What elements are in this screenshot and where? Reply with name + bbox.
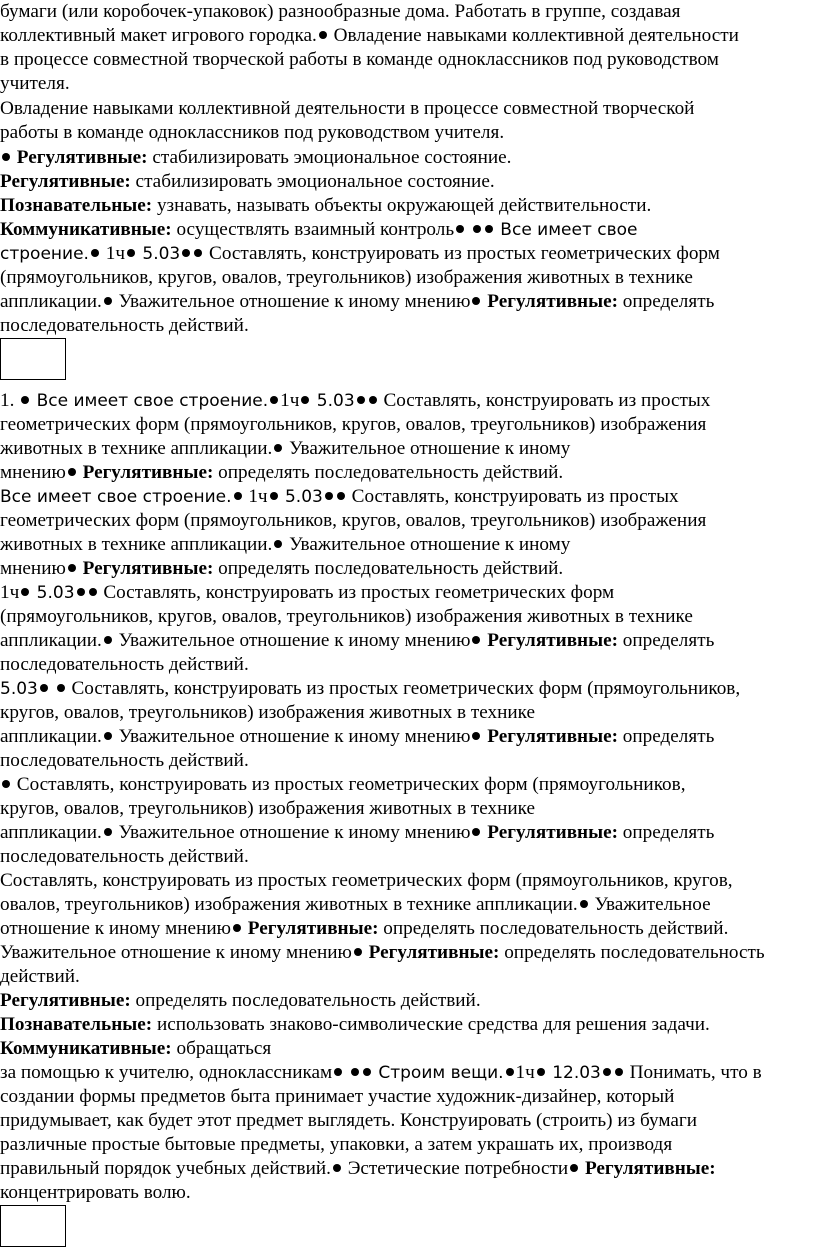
bullet-icon: [104, 297, 112, 305]
bullet-icon: [104, 732, 112, 740]
text-line: [0, 485, 679, 509]
text-run: животных в технике аппликации.: [0, 534, 273, 555]
text-run: 1ч: [243, 486, 268, 507]
bullet-icon: [570, 1164, 578, 1172]
text-line: [0, 1037, 271, 1061]
bullet-icon: [274, 540, 282, 548]
text-run: определять: [618, 726, 715, 747]
text-line: [0, 653, 249, 677]
bullet-icon: [91, 249, 99, 257]
text-run: 1ч: [280, 390, 300, 411]
text-run: Составлять, конструировать из простых геометрических форм: [204, 243, 720, 264]
bullet-icon: [233, 924, 241, 932]
text-line: [0, 170, 495, 194]
text-line: [0, 1157, 716, 1181]
bold-label: Регулятивные:: [77, 558, 214, 579]
text-run: отношение к иному мнению: [0, 918, 231, 939]
text-run: обращаться: [171, 1038, 272, 1059]
text-run: Уважительное отношение к иному мнению: [113, 630, 471, 651]
text-run: Все имеет свое строение.: [0, 487, 232, 507]
text-run: строение.: [0, 244, 89, 264]
text-line: [0, 0, 680, 24]
bullet-icon: [270, 492, 278, 500]
bullet-icon: [485, 225, 493, 233]
bold-label: Регулятивные:: [482, 630, 618, 651]
text-line: [0, 677, 740, 701]
text-run: 1ч: [0, 582, 20, 603]
text-run: аппликации.: [0, 726, 102, 747]
bullet-icon: [127, 249, 135, 257]
bullet-icon: [603, 1068, 611, 1076]
text-line: [0, 845, 249, 869]
text-run: последовательность действий.: [0, 750, 249, 771]
text-run: аппликации.: [0, 291, 102, 312]
text-run: последовательность действий.: [0, 654, 249, 675]
text-run: 5.03: [31, 583, 75, 603]
text-run: (прямоугольников, кругов, овалов, треугольников) изображения животных в технике: [0, 606, 693, 627]
bullet-icon: [351, 1068, 359, 1076]
text-run: Уважительное отношение к иному: [284, 438, 571, 459]
bullet-icon: [104, 636, 112, 644]
bullet-icon: [334, 1068, 342, 1076]
text-run: 5.03: [279, 487, 323, 507]
text-line: [0, 1013, 710, 1037]
text-line: [0, 48, 719, 72]
text-line: [0, 533, 570, 557]
text-run: Уважительное отношение к иному: [284, 534, 571, 555]
text-run: последовательность действий.: [0, 846, 249, 867]
bullet-icon: [2, 153, 10, 161]
bullet-icon: [68, 468, 76, 476]
bullet-icon: [21, 396, 29, 404]
text-run: (прямоугольников, кругов, овалов, треугольников) изображения животных в технике: [0, 267, 693, 288]
text-line: [0, 797, 535, 821]
bullet-icon: [77, 588, 85, 596]
text-run: [344, 1062, 349, 1083]
text-run: последовательность действий.: [0, 315, 249, 336]
text-run: Составлять, конструировать из простых геометрических форм (прямоугольников,: [66, 678, 741, 699]
text-run: Овладение навыками коллективной деятельности: [328, 25, 739, 46]
text-run: аппликации.: [0, 630, 102, 651]
text-run: создании формы предметов быта принимает участие художник-дизайнер, который: [0, 1086, 675, 1107]
text-run: Все имеет свое: [494, 220, 638, 240]
text-line: [0, 509, 706, 533]
text-run: Все имеет свое строение.: [31, 391, 269, 411]
text-run: 1ч: [100, 243, 125, 264]
text-run: стабилизировать эмоциональное состояние.: [130, 171, 495, 192]
text-line: [0, 97, 694, 121]
text-run: использовать знаково-символические средства для решения задачи.: [152, 1014, 710, 1035]
text-run: 1ч: [515, 1062, 535, 1083]
text-run: определять последовательность действий.: [213, 558, 564, 579]
bullet-icon: [473, 225, 481, 233]
bullet-icon: [354, 948, 362, 956]
bold-label: Регулятивные:: [363, 942, 500, 963]
bold-label: Регулятивные:: [580, 1158, 716, 1179]
bullet-icon: [301, 396, 309, 404]
text-run: работы в команде одноклассников под руководством учителя.: [0, 122, 505, 143]
bold-label: Регулятивные:: [242, 918, 379, 939]
bullet-icon: [456, 225, 464, 233]
bold-label: Регулятивные:: [482, 726, 618, 747]
bullet-icon: [234, 492, 242, 500]
text-run: придумывает, как будет этот предмет выглядеть. Конструировать (строить) из бумаги: [0, 1110, 698, 1131]
bullet-icon: [357, 396, 365, 404]
text-line: [0, 725, 714, 749]
text-line: [0, 218, 638, 242]
text-run: узнавать, называть объекты окружающей действительности.: [152, 195, 652, 216]
text-run: Составлять, конструировать из простых: [346, 486, 679, 507]
text-run: мнению: [0, 558, 66, 579]
text-run: [50, 678, 55, 699]
text-line: [0, 121, 504, 145]
text-line: [0, 1109, 697, 1133]
text-line: [0, 989, 481, 1013]
text-line: [0, 701, 535, 725]
text-line: [0, 965, 80, 989]
text-line: [0, 1133, 672, 1157]
text-run: геометрических форм (прямоугольников, кругов, овалов, треугольников) изображения: [0, 510, 707, 531]
text-run: определять последовательность действий.: [213, 462, 564, 483]
bullet-icon: [182, 249, 190, 257]
bullet-icon: [21, 588, 29, 596]
text-run: кругов, овалов, треугольников) изображения животных в технике: [0, 798, 536, 819]
bullet-icon: [194, 249, 202, 257]
bullet-icon: [89, 588, 97, 596]
bold-label: Познавательные:: [0, 195, 153, 216]
bold-label: Регулятивные:: [12, 147, 148, 168]
text-line: [0, 821, 714, 845]
text-line: [0, 461, 563, 485]
text-run: 5.03: [136, 244, 181, 264]
bullet-icon: [369, 396, 377, 404]
bullet-icon: [472, 828, 480, 836]
empty-cell-box: [0, 1205, 66, 1247]
text-run: определять: [618, 291, 715, 312]
bold-label: Коммуникативные:: [0, 219, 172, 240]
text-run: правильный порядок учебных действий.: [0, 1158, 331, 1179]
bullet-icon: [270, 396, 278, 404]
text-line: [0, 72, 70, 96]
text-run: 12.03: [546, 1063, 601, 1083]
bold-label: Коммуникативные:: [0, 1038, 172, 1059]
text-run: животных в технике аппликации.: [0, 438, 273, 459]
text-run: 5.03: [0, 679, 38, 699]
bullet-icon: [506, 1068, 514, 1076]
text-run: 5.03: [311, 391, 355, 411]
text-line: [0, 437, 570, 461]
text-line: [0, 413, 706, 437]
text-run: в процессе совместной творческой работы в команде одноклассников под руководством: [0, 49, 719, 70]
text-run: кругов, овалов, треугольников) изображения животных в технике: [0, 702, 536, 723]
text-line: [0, 389, 710, 413]
text-run: Составлять, конструировать из простых: [378, 390, 711, 411]
bold-label: Регулятивные:: [77, 462, 214, 483]
bold-label: Познавательные:: [0, 1014, 153, 1035]
text-line: [0, 629, 714, 653]
bullet-icon: [472, 636, 480, 644]
text-run: Составлять, конструировать из простых геометрических форм: [98, 582, 615, 603]
text-run: овалов, треугольников) изображения животных в технике аппликации.: [0, 894, 578, 915]
text-run: Уважительное отношение к иному мнению: [113, 822, 471, 843]
bullet-icon: [537, 1068, 545, 1076]
text-run: бумаги (или коробочек-упаковок) разнообразные дома. Работать в группе, создавая: [0, 1, 681, 22]
bullet-icon: [580, 900, 588, 908]
bullet-icon: [104, 828, 112, 836]
text-line: [0, 194, 651, 218]
text-line: [0, 941, 765, 965]
text-run: Эстетические потребности: [342, 1158, 569, 1179]
bullet-icon: [274, 444, 282, 452]
text-run: Составлять, конструировать из простых геометрических форм (прямоугольников, кругов,: [0, 870, 733, 891]
text-line: [0, 581, 614, 605]
text-run: 1.: [0, 390, 20, 411]
text-run: Уважительное: [589, 894, 711, 915]
text-run: мнению: [0, 462, 66, 483]
bullet-icon: [333, 1164, 341, 1172]
text-line: [0, 869, 733, 893]
empty-cell-box: [0, 338, 66, 380]
bullet-icon: [57, 684, 65, 692]
text-run: аппликации.: [0, 822, 102, 843]
text-line: [0, 1061, 762, 1085]
text-run: определять последовательность действий.: [378, 918, 729, 939]
text-run: Составлять, конструировать из простых геометрических форм (прямоугольников,: [12, 774, 686, 795]
text-run: действий.: [0, 966, 80, 987]
bold-label: Регулятивные:: [0, 990, 131, 1011]
bullet-icon: [615, 1068, 623, 1076]
text-run: геометрических форм (прямоугольников, кругов, овалов, треугольников) изображения: [0, 414, 707, 435]
text-run: Понимать, что в: [624, 1062, 762, 1083]
text-line: [0, 749, 249, 773]
text-run: Строим вещи.: [372, 1063, 504, 1083]
text-run: [466, 219, 471, 240]
bullet-icon: [319, 31, 327, 39]
text-line: [0, 242, 720, 266]
text-line: [0, 1085, 674, 1109]
text-run: определять последовательность действий.: [130, 990, 481, 1011]
text-run: учителя.: [0, 73, 70, 94]
text-run: концентрировать волю.: [0, 1182, 191, 1203]
text-line: [0, 917, 728, 941]
bullet-icon: [337, 492, 345, 500]
bullet-icon: [68, 564, 76, 572]
bullet-icon: [325, 492, 333, 500]
text-line: [0, 314, 249, 338]
text-run: стабилизировать эмоциональное состояние.: [147, 147, 512, 168]
text-run: коллективный макет игрового городка.: [0, 25, 317, 46]
text-line: [0, 773, 686, 797]
text-run: осуществлять взаимный контроль: [171, 219, 455, 240]
bullet-icon: [472, 297, 480, 305]
text-line: [0, 605, 693, 629]
text-line: [0, 557, 563, 581]
text-run: Уважительное отношение к иному мнению: [0, 942, 352, 963]
text-run: за помощью к учителю, одноклассникам: [0, 1062, 333, 1083]
text-line: [0, 146, 511, 170]
text-line: [0, 893, 711, 917]
text-line: [0, 266, 693, 290]
text-run: определять последовательность: [499, 942, 765, 963]
text-line: [0, 24, 739, 48]
bullet-icon: [2, 780, 10, 788]
text-run: определять: [618, 630, 715, 651]
text-line: [0, 290, 714, 314]
bold-label: Регулятивные:: [482, 291, 618, 312]
bold-label: Регулятивные:: [482, 822, 618, 843]
text-run: определять: [618, 822, 715, 843]
text-run: Овладение навыками коллективной деятельности в процессе совместной творческой: [0, 98, 695, 119]
text-run: различные простые бытовые предметы, упаковки, а затем украшать их, производя: [0, 1134, 673, 1155]
text-run: Уважительное отношение к иному мнению: [113, 726, 471, 747]
bullet-icon: [472, 732, 480, 740]
text-line: [0, 1181, 191, 1205]
bullet-icon: [40, 684, 48, 692]
bold-label: Регулятивные:: [0, 171, 131, 192]
bullet-icon: [363, 1068, 371, 1076]
text-run: Уважительное отношение к иному мнению: [113, 291, 471, 312]
